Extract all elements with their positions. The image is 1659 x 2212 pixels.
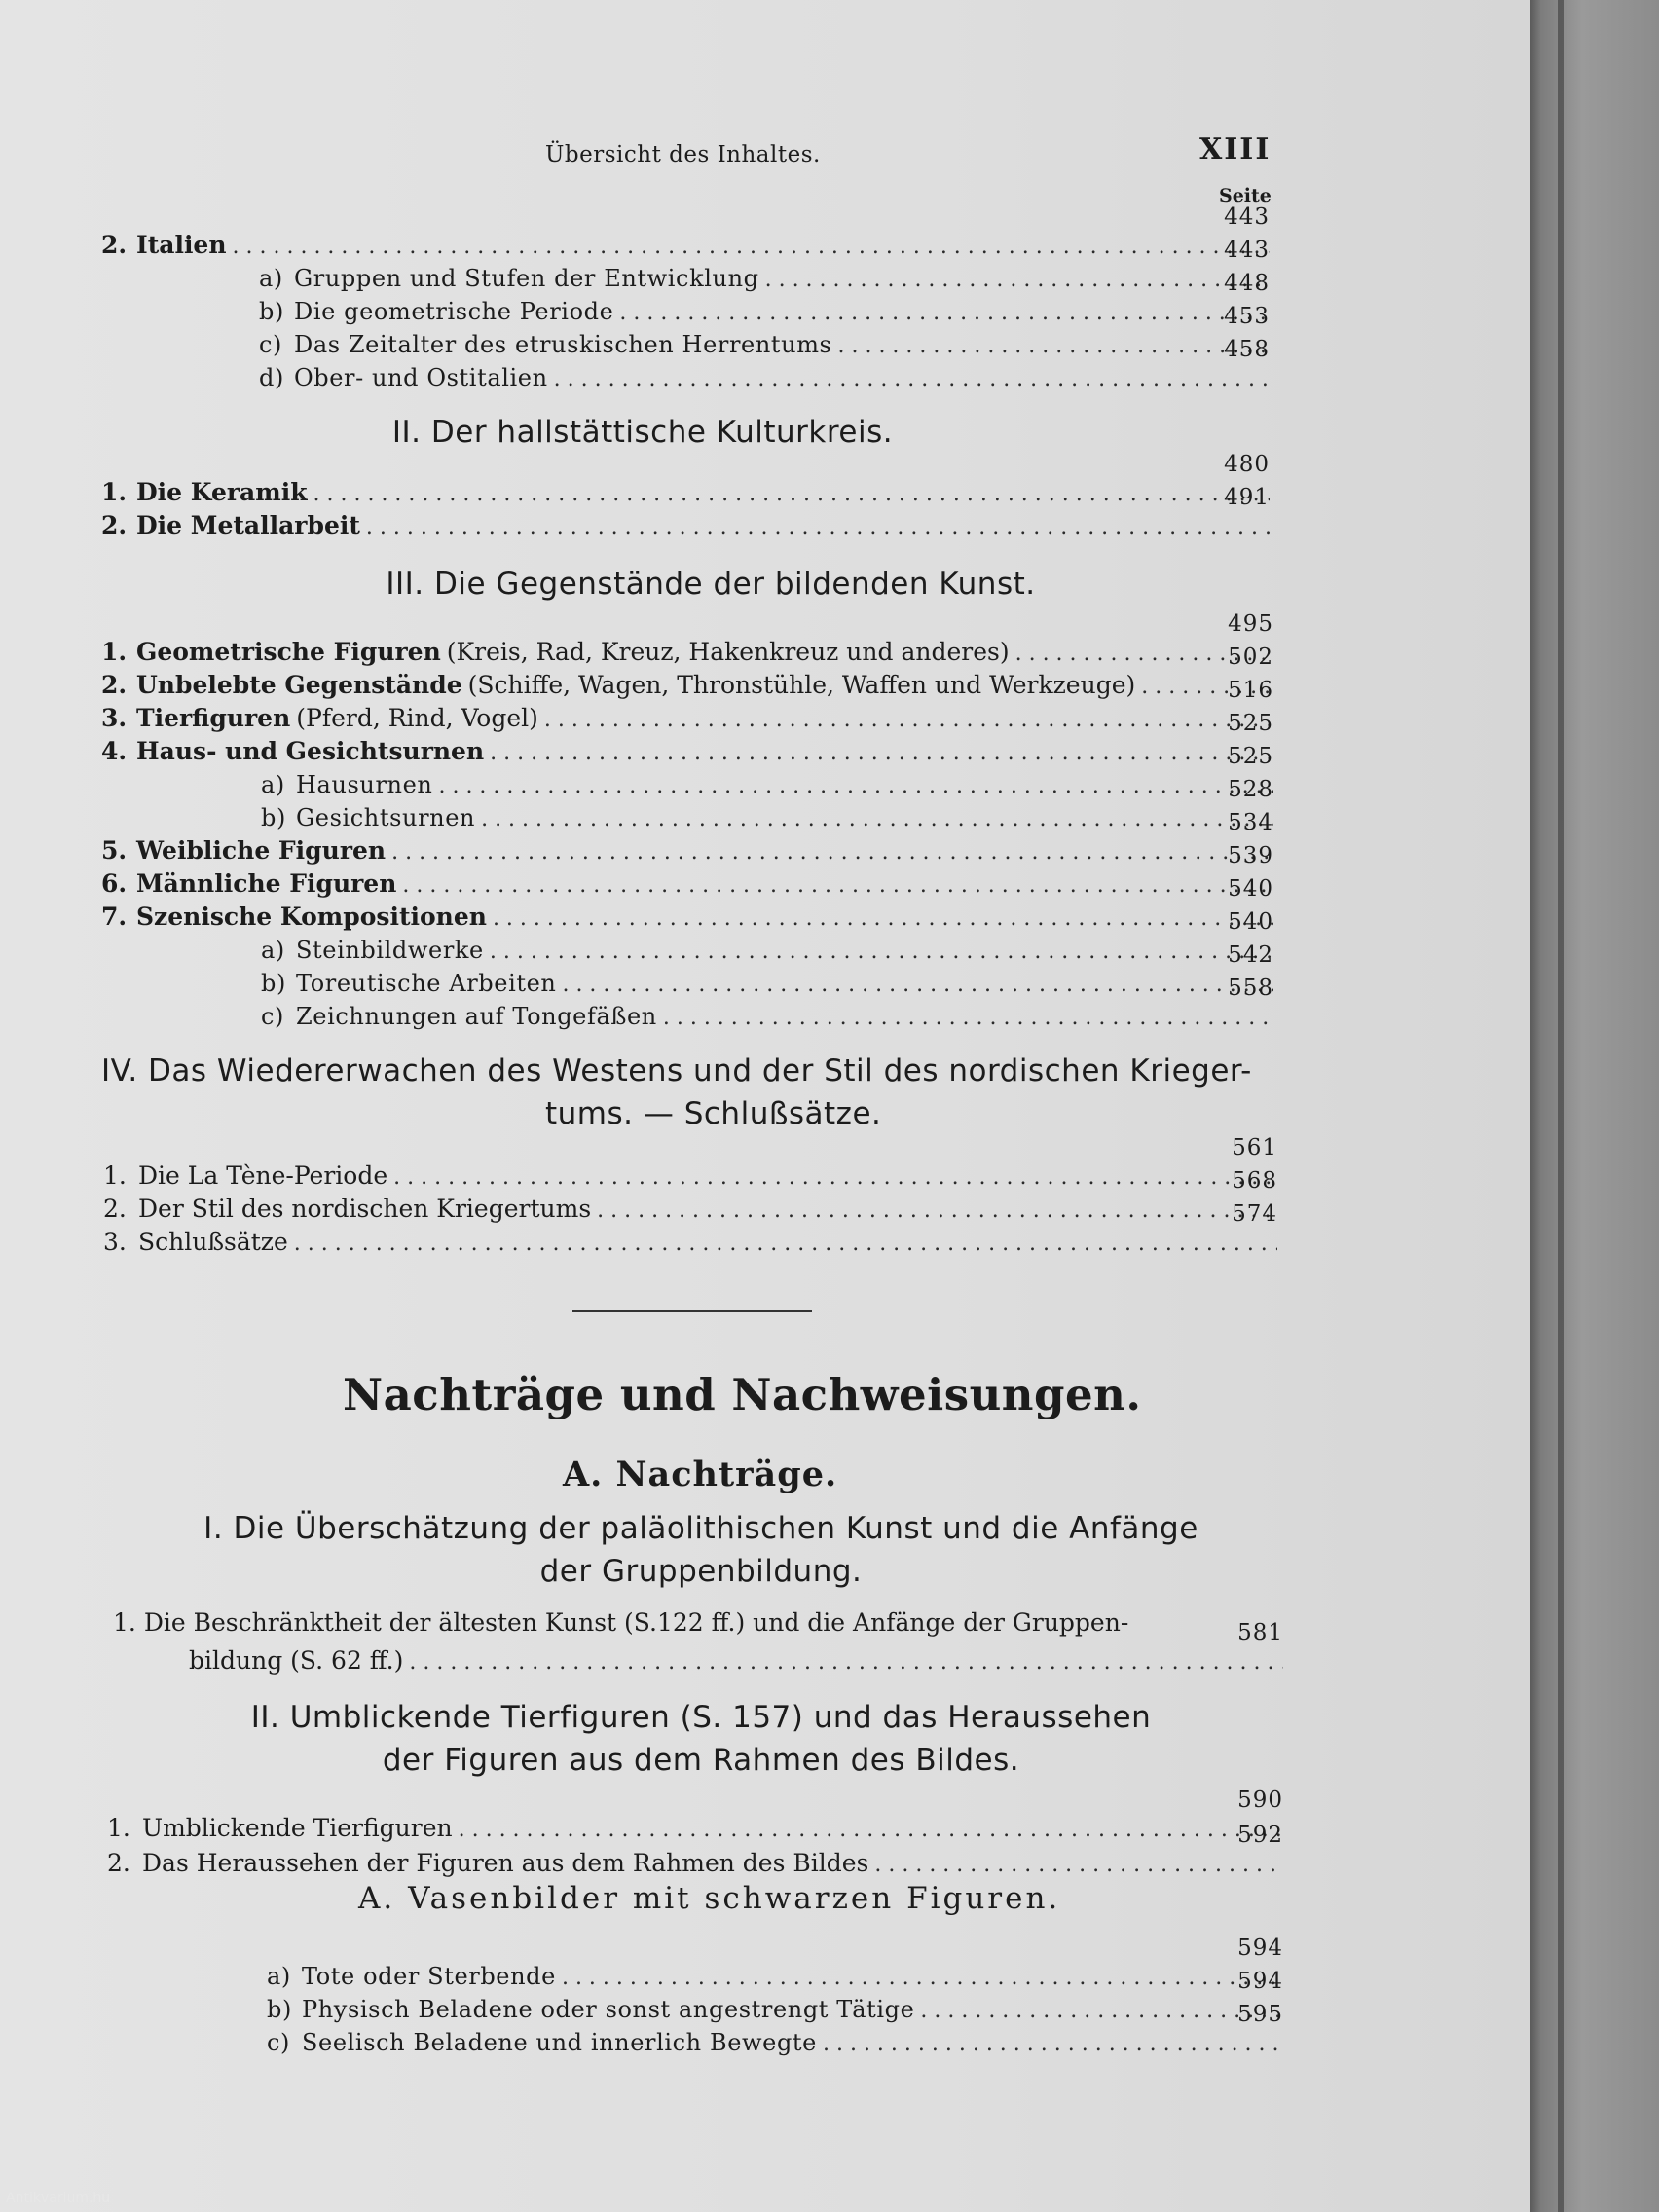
running-head: Übersicht des Inhaltes. [545,142,821,167]
entry-number: 1. [101,638,128,666]
leader-dots [459,1818,1283,1842]
leader-dots [409,1650,1283,1675]
entry-letter: b) [261,970,286,997]
entry-letter: c) [267,2029,291,2056]
leader-dots [663,1006,1273,1030]
watermark: Antikvarium.hu [6,2191,111,2206]
entry-number: 1. [107,1814,130,1842]
toc-subentry [259,238,1270,292]
entry-letter: a) [261,937,285,964]
entry-title: Tote oder Sterbende [302,1963,556,1990]
entry-page: 525 [1228,711,1273,736]
toc-entry [103,1135,1277,1190]
leader-dots [554,367,1270,391]
entry-title: Umblickende Tierfiguren [142,1814,453,1842]
section-heading: III. Die Gegenstände der bildenden Kunst. [386,567,1036,602]
entry-title: Toreutische Arbeiten [296,970,557,997]
section-heading-line1: II. Umblickende Tierfiguren (S. 157) und das Heraussehen [250,1700,1152,1735]
entry-detail: (Pferd, Rind, Vogel) [296,704,538,732]
entry-number: 2. [101,671,128,699]
leader-dots [490,940,1273,964]
entry-title: Das Heraussehen der Figuren aus dem Rahmen des Bildes [142,1849,869,1877]
entry-number: 5. [101,836,128,865]
entry-number: 6. [101,869,128,898]
entry-title: Italien [136,231,227,259]
entry-detail: (Schiffe, Wagen, Thronstühle, Waffen und Werkzeuge) [467,671,1136,699]
entry-number: 1. [103,1161,127,1190]
leader-dots [597,1198,1277,1223]
entry-number: 2. [101,231,128,259]
entry-number: 2. [101,511,128,539]
section-heading-line1: IV. Das Wiedererwachen des Westens und der Stil des nordischen Krieger- [101,1053,1252,1088]
entry-page: 528 [1228,777,1273,802]
entry-letter: b) [261,804,286,831]
toc-entry-multiline [113,1608,1128,1637]
entry-letter: c) [261,1003,285,1030]
entry-title: Gruppen und Stufen der Entwicklung [294,265,759,292]
entry-title: Die Metallarbeit [136,511,360,539]
entry-letter: a) [259,265,283,292]
entry-page: 525 [1228,744,1273,769]
entry-title: Ober- und Ostitalien [294,364,548,391]
toc-entry [107,1788,1283,1842]
entry-page: 443 [1224,204,1270,230]
leader-dots [490,741,1273,765]
entry-page: 480 [1224,452,1270,477]
entry-letter: b) [267,1996,292,2023]
leader-dots [874,1853,1283,1877]
entry-letter: a) [267,1963,291,1990]
leader-dots [402,873,1273,898]
entry-title: Seelisch Beladene und innerlich Bewegte [302,2029,817,2056]
entry-title: Die La Tène-Periode [138,1161,388,1190]
entry-page: 502 [1228,645,1273,670]
entry-number: 2. [107,1849,130,1877]
leader-dots [823,2032,1283,2056]
leader-dots [562,1966,1283,1990]
entry-page: 592 [1237,1823,1283,1848]
entry-page: 443 [1224,238,1270,263]
page-edge [1530,0,1659,2212]
entry-title: Unbelebte Gegenstände [136,671,462,699]
page-edge-shadow [1558,0,1564,2212]
entry-page: 516 [1228,678,1273,703]
entry-page: 595 [1237,2002,1283,2027]
entry-page: 561 [1232,1135,1277,1161]
entry-title: Das Zeitalter des etruskischen Herrentums [294,331,832,358]
leader-dots [481,807,1273,831]
leader-dots [562,973,1273,997]
divider-rule [572,1310,812,1312]
leader-dots [233,235,1270,259]
entry-detail: (Kreis, Rad, Kreuz, Hakenkreuz und anderes) [446,638,1010,666]
section-heading-line2: tums. — Schlußsätze. [545,1096,882,1131]
entry-page: 594 [1237,1969,1283,1994]
entry-page: 448 [1224,271,1270,296]
entry-number: 1. [113,1608,136,1637]
entry-title: Zeichnungen auf Tongefäßen [296,1003,657,1030]
leader-dots [619,301,1270,325]
entry-number: 4. [101,737,128,765]
toc-subentry [267,1936,1283,1990]
entry-number: 3. [101,704,128,732]
entry-page: 540 [1228,909,1273,935]
subpart-title: A. Nachträge. [563,1455,838,1494]
leader-dots [294,1232,1277,1256]
entry-page: 495 [1228,611,1273,637]
entry-page: 590 [1237,1788,1283,1813]
entry-title: Physisch Beladene oder sonst angestrengt Tätige [302,1996,915,2023]
entry-page: 568 [1232,1168,1277,1194]
toc-entry [101,204,1270,259]
entry-title: Weibliche Figuren [136,836,387,865]
entry-letter: c) [259,331,283,358]
leader-dots [765,268,1270,292]
entry-title: Steinbildwerke [296,937,484,964]
entry-title: Hausurnen [296,771,433,798]
entry-page: 594 [1237,1936,1283,1961]
entry-title: Der Stil des nordischen Kriegertums [138,1195,592,1223]
entry-title-line1: Die Beschränktheit der ältesten Kunst (S.122 ff.) und die Anfänge der Gruppen- [143,1608,1129,1637]
leader-dots [391,840,1273,865]
leader-dots [313,482,1270,506]
entry-page: 540 [1228,876,1273,902]
entry-page: 453 [1224,304,1270,329]
entry-page: 581 [1237,1620,1283,1645]
entry-letter: d) [259,364,284,391]
leader-dots [438,774,1273,798]
subsection-heading: A. Vasenbilder mit schwarzen Figuren. [358,1881,1061,1916]
entry-title: Die Keramik [136,478,308,506]
entry-title: Szenische Kompositionen [136,903,487,931]
leader-dots [837,334,1270,358]
entry-page: 558 [1228,976,1273,1001]
entry-page: 458 [1224,337,1270,362]
leader-dots [920,1999,1283,2023]
entry-title: Die geometrische Periode [294,298,614,325]
entry-number: 7. [101,903,128,931]
entry-page: 491 [1224,485,1270,510]
section-heading: II. Der hallstättische Kulturkreis. [391,415,894,450]
leader-dots [366,515,1270,539]
entry-number: 2. [103,1195,127,1223]
section-heading-line1: I. Die Überschätzung der paläolithischen Kunst und die Anfänge [203,1511,1198,1546]
entry-title: Schlußsätze [138,1228,288,1256]
section-heading-line2: der Figuren aus dem Rahmen des Bildes. [382,1743,1020,1778]
entry-page: 574 [1232,1201,1277,1227]
toc-subentry [261,744,1273,798]
entry-title-line2: bildung (S. 62 ff.) [189,1646,404,1675]
entry-number: 3. [103,1228,127,1256]
entry-title: Männliche Figuren [136,869,397,898]
entry-title: Tierfiguren [136,704,291,732]
page-number: XIII [1199,132,1272,166]
toc-entry [101,611,1273,666]
section-heading-line2: der Gruppenbildung. [539,1554,863,1589]
entry-title: Gesichtsurnen [296,804,476,831]
entry-number: 1. [101,478,128,506]
leader-dots [544,708,1273,732]
leader-dots [393,1165,1277,1190]
entry-page: 542 [1228,942,1273,968]
toc-entry [101,452,1270,506]
part-title: Nachträge und Nachweisungen. [343,1369,1142,1420]
entry-letter: a) [261,771,285,798]
seite-label: Seite [1219,185,1272,206]
entry-page: 534 [1228,810,1273,835]
entry-title: Geometrische Figuren [136,638,441,666]
entry-letter: b) [259,298,284,325]
entry-page: 539 [1228,843,1273,868]
entry-title: Haus- und Gesichtsurnen [136,737,485,765]
leader-dots [493,906,1273,931]
